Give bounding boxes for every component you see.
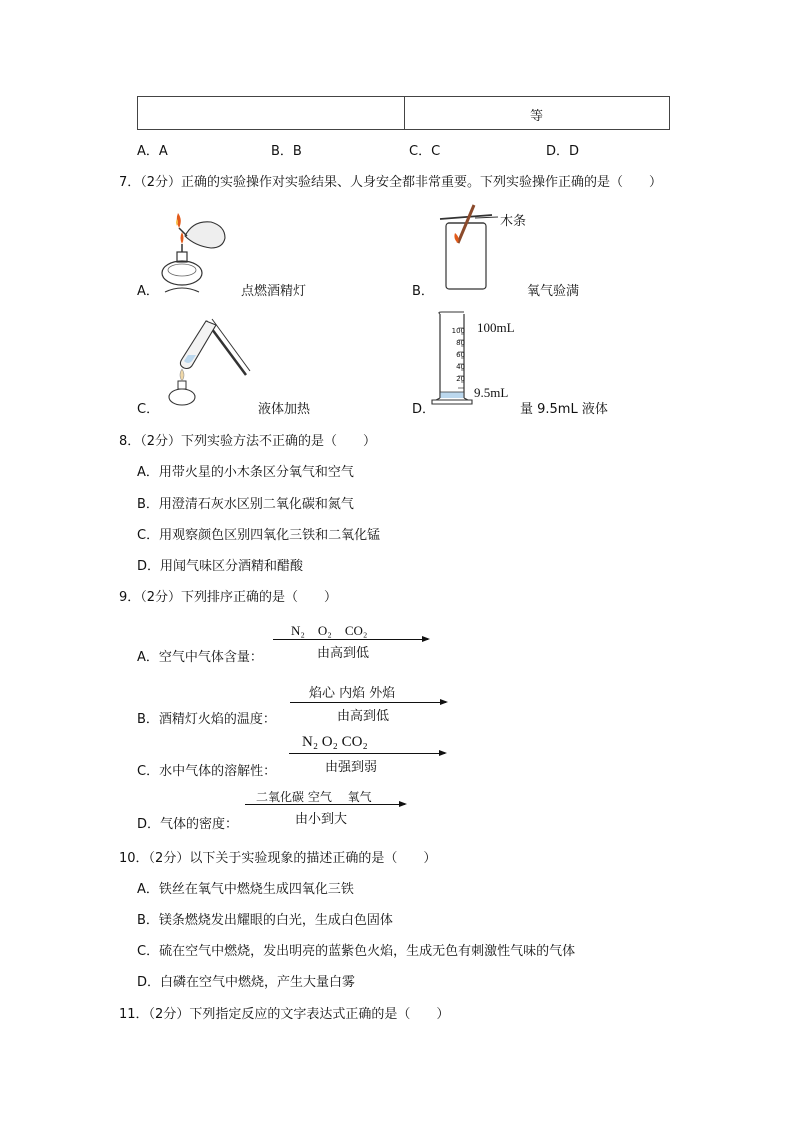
q6-option-d: D．D (546, 144, 580, 159)
q7-d-label-bottom: 9.5mL (474, 385, 509, 400)
answer-table (137, 96, 670, 130)
q9-c-bottom: 由强到弱 (325, 760, 378, 775)
q10-option-b: B．镁条燃烧发出耀眼的白光，生成白色固体 (137, 913, 393, 928)
q7-b-caption: 氧气验满 (527, 284, 580, 299)
q10-option-a: A．铁丝在氧气中燃烧生成四氧化三铁 (137, 882, 354, 897)
q9-c-arrow (289, 753, 445, 754)
tick-label: 100 (451, 327, 465, 335)
cylinder-tick-labels (451, 325, 465, 385)
q9-a-arrow (273, 639, 428, 640)
q7-b-label: 木条 (500, 214, 527, 229)
lighting-alcohol-lamp-figure (155, 200, 235, 295)
q7-c-letter: C． (137, 402, 160, 417)
tick-label: 40 (456, 363, 465, 371)
q9-b-arrow (290, 702, 446, 703)
q9-d-label: D．气体的密度： (137, 817, 239, 832)
q6-option-c: C．C (409, 144, 441, 159)
q7-c-caption: 液体加热 (258, 402, 311, 417)
q10-option-c: C．硫在空气中燃烧，发出明亮的蓝紫色火焰，生成无色有刺激性气味的气体 (137, 944, 576, 959)
q8-stem: 8．（2分）下列实验方法不正确的是（ ） (119, 434, 377, 449)
q7-a-letter: A． (137, 284, 159, 299)
q8-option-c: C．用观察颜色区别四氧化三铁和二氧化锰 (137, 528, 381, 543)
q7-stem: 7．（2分）正确的实验操作对实验结果、人身安全都非常重要。下列实验操作正确的是（ ） (119, 175, 663, 190)
q9-c-label: C．水中气体的溶解性： (137, 764, 277, 779)
heating-liquid-figure (160, 315, 255, 410)
q9-b-label: B．酒精灯火焰的温度： (137, 712, 276, 727)
q7-a-caption: 点燃酒精灯 (241, 284, 307, 299)
q7-d-caption: 量 9.5mL 液体 (520, 402, 608, 417)
q8-option-a: A．用带火星的小木条区分氧气和空气 (137, 465, 354, 480)
q7-b-letter: B． (412, 284, 434, 299)
q6-option-b: B．B (271, 144, 302, 159)
q11-stem: 11．（2分）下列指定反应的文字表达式正确的是（ ） (119, 1007, 450, 1022)
tick-label: 60 (456, 351, 465, 359)
q9-stem: 9．（2分）下列排序正确的是（ ） (119, 590, 338, 605)
tick-label: 80 (456, 339, 465, 347)
q6-option-a: A．A (137, 144, 168, 159)
tick-label: 20 (456, 375, 465, 383)
q9-c-top: N₂ O₂ CO₂ (302, 734, 368, 750)
q10-option-d: D．白磷在空气中燃烧，产生大量白雾 (137, 975, 356, 990)
q9-a-top: N₂ O₂ CO₂ (291, 623, 368, 638)
q7-d-letter: D． (412, 402, 436, 417)
table-cell-right: 等 (529, 109, 543, 124)
q10-stem: 10．（2分）以下关于实验现象的描述正确的是（ ） (119, 851, 437, 866)
q7-d-label-top: 100mL (477, 320, 515, 335)
q9-a-label: A．空气中气体含量： (137, 650, 263, 665)
q9-a-bottom: 由高到低 (317, 646, 370, 661)
q9-d-arrow (245, 804, 405, 805)
q9-b-bottom: 由高到低 (337, 709, 390, 724)
q9-b-top: 焰心 内焰 外焰 (309, 686, 396, 701)
q9-d-bottom: 由小到大 (295, 812, 348, 827)
q8-option-b: B．用澄清石灰水区别二氧化碳和氮气 (137, 497, 354, 512)
q9-d-top: 二氧化碳 空气 氧气 (256, 790, 372, 804)
q8-option-d: D．用闻气味区分酒精和醋酸 (137, 559, 304, 574)
